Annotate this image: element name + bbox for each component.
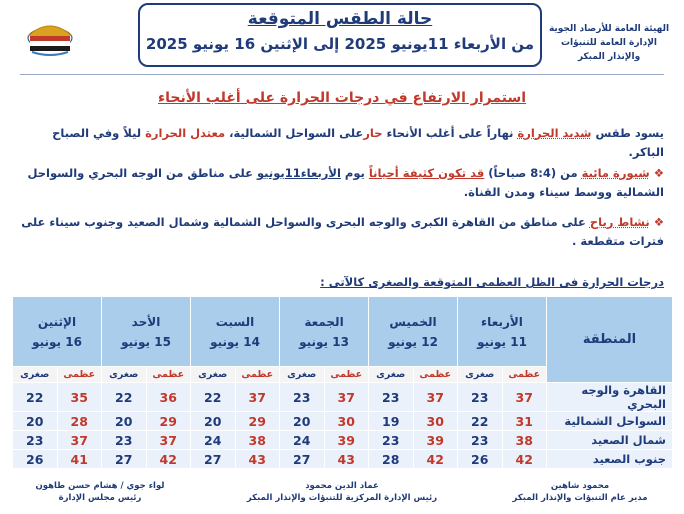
authority-department: الإدارة العامة للتنبؤات والإنذار المبكر xyxy=(560,38,658,62)
text-segment: من (8:4 صباحاً) xyxy=(484,166,582,180)
table-caption: درجات الحرارة فى الظل العظمى المتوقعة والصغرى كالآتى : xyxy=(320,275,664,289)
min-temp-value: 24 xyxy=(191,431,236,450)
region-name: جنوب الصعيد xyxy=(547,450,673,469)
min-temp-value: 22 xyxy=(102,383,147,412)
min-temp-value: 20 xyxy=(13,412,58,431)
max-temp-value: 43 xyxy=(235,450,280,469)
highlight-day: الأربعاء11يونيو xyxy=(256,166,341,180)
day-name: السبت xyxy=(215,314,255,329)
max-temp-value: 36 xyxy=(146,383,191,412)
text-segment: على مناطق من الوجه البحري والسواحل الشمالية ووسط سيناء ومدن القناة. xyxy=(27,166,664,199)
min-label: صغرى xyxy=(280,367,325,383)
wind-paragraph xyxy=(14,213,664,251)
day-name: الأحد xyxy=(131,314,161,329)
ema-logo-icon xyxy=(18,6,82,70)
min-temp-value: 27 xyxy=(280,450,325,469)
min-temp-value: 22 xyxy=(191,383,236,412)
title-box xyxy=(138,3,542,67)
text-segment: على السواحل الشمالية، xyxy=(225,126,364,140)
highlight-fog: شبورة مائية xyxy=(581,166,650,180)
min-label: صغرى xyxy=(458,367,503,383)
day-header xyxy=(102,297,191,367)
text-segment: نهاراً على أغلب الأنحاء xyxy=(382,126,518,140)
text-segment: يوم xyxy=(340,166,369,180)
max-temp-value: 43 xyxy=(324,450,369,469)
region-name: السواحل الشمالية xyxy=(547,412,673,431)
highlight-very-hot: شديد الحرارة xyxy=(517,126,592,140)
text-segment: يسود طقس xyxy=(591,126,664,140)
day-date: 14 يونيو xyxy=(210,334,260,349)
header-divider xyxy=(20,74,664,75)
day-date: 16 يونيو xyxy=(32,334,82,349)
signature-name: لواء جوي / هشام حسن طاهون xyxy=(35,481,165,491)
max-label: عظمى xyxy=(235,367,280,383)
weather-summary-paragraph xyxy=(14,124,664,162)
min-temp-value: 27 xyxy=(191,450,236,469)
max-temp-value: 38 xyxy=(235,431,280,450)
day-header xyxy=(458,297,547,367)
min-temp-value: 27 xyxy=(102,450,147,469)
forecast-date-range: من الأربعاء 11يونيو 2025 إلى الإثنين 16 يونيو 2025 xyxy=(145,35,535,53)
authority-name: الهيئة العامة للأرصاد الجوية xyxy=(548,24,670,34)
max-temp-value: 41 xyxy=(57,450,102,469)
bullet-icon: ❖ xyxy=(653,166,664,180)
min-temp-value: 23 xyxy=(280,383,325,412)
min-temp-value: 22 xyxy=(458,412,503,431)
day-date: 13 يونيو xyxy=(299,334,349,349)
region-name: شمال الصعيد xyxy=(547,431,673,450)
region-name: القاهرة والوجه البحري xyxy=(547,383,673,412)
text-segment: على مناطق من القاهرة الكبرى والوجه البحرى والسواحل الشمالية وشمال الصعيد وجنوب سيناء على فترات متقطعة . xyxy=(21,215,664,248)
max-temp-value: 28 xyxy=(57,412,102,431)
page-title: حالة الطقس المتوقعة xyxy=(247,9,433,29)
temperature-table xyxy=(12,296,673,469)
min-label: صغرى xyxy=(369,367,414,383)
min-label: صغرى xyxy=(13,367,58,383)
day-header xyxy=(13,297,102,367)
signature-title: مدير عام التنبؤات والإنذار المبكر xyxy=(512,493,648,503)
day-name: الخميس xyxy=(389,314,437,329)
max-temp-value: 30 xyxy=(324,412,369,431)
min-label: صغرى xyxy=(102,367,147,383)
signature-forecast-director xyxy=(480,480,680,504)
min-temp-value: 23 xyxy=(369,431,414,450)
max-temp-value: 37 xyxy=(235,383,280,412)
day-date: 12 يونيو xyxy=(388,334,438,349)
highlight-hot: حار xyxy=(363,126,383,140)
max-temp-value: 39 xyxy=(413,431,458,450)
max-label: عظمى xyxy=(146,367,191,383)
day-header xyxy=(369,297,458,367)
max-temp-value: 42 xyxy=(502,450,547,469)
table-row xyxy=(13,431,673,450)
authority-block xyxy=(544,22,674,64)
max-label: عظمى xyxy=(502,367,547,383)
signature-title: رئيس الإدارة المركزية للتنبؤات والإنذار المبكر xyxy=(246,493,438,503)
max-temp-value: 31 xyxy=(502,412,547,431)
min-temp-value: 23 xyxy=(369,383,414,412)
max-temp-value: 29 xyxy=(146,412,191,431)
day-date: 11 يونيو xyxy=(477,334,527,349)
max-temp-value: 35 xyxy=(57,383,102,412)
signature-central-head xyxy=(242,480,442,504)
max-temp-value: 37 xyxy=(324,383,369,412)
table-row xyxy=(13,450,673,469)
table-header-row xyxy=(13,297,673,367)
day-name: الجمعة xyxy=(304,314,344,329)
signature-name: عماد الدين محمود xyxy=(305,481,379,491)
max-label: عظمى xyxy=(413,367,458,383)
max-temp-value: 37 xyxy=(502,383,547,412)
max-temp-value: 39 xyxy=(324,431,369,450)
max-label: عظمى xyxy=(324,367,369,383)
max-temp-value: 37 xyxy=(413,383,458,412)
max-temp-value: 30 xyxy=(413,412,458,431)
min-temp-value: 19 xyxy=(369,412,414,431)
min-temp-value: 22 xyxy=(13,383,58,412)
min-temp-value: 23 xyxy=(102,431,147,450)
day-name: الأربعاء xyxy=(481,314,523,329)
min-temp-value: 28 xyxy=(369,450,414,469)
highlight-wind: نشاط رياح xyxy=(589,215,650,229)
signature-title: رئيس مجلس الإدارة xyxy=(58,493,142,503)
table-row xyxy=(13,412,673,431)
min-temp-value: 23 xyxy=(458,383,503,412)
highlight-moderate: معتدل الحرارة xyxy=(145,126,226,140)
signature-chairman xyxy=(0,480,200,504)
max-temp-value: 42 xyxy=(146,450,191,469)
max-temp-value: 42 xyxy=(413,450,458,469)
headline: استمرار الارتفاع في درجات الحرارة على أغلب الأنحاء xyxy=(157,90,527,106)
fog-paragraph xyxy=(14,164,664,202)
min-temp-value: 26 xyxy=(13,450,58,469)
max-temp-value: 38 xyxy=(502,431,547,450)
max-temp-value: 37 xyxy=(57,431,102,450)
day-name: الإثنين xyxy=(37,314,77,329)
table-row xyxy=(13,383,673,412)
min-temp-value: 24 xyxy=(280,431,325,450)
min-temp-value: 20 xyxy=(191,412,236,431)
min-temp-value: 20 xyxy=(102,412,147,431)
max-temp-value: 29 xyxy=(235,412,280,431)
signature-name: محمود شاهين xyxy=(550,481,610,491)
min-label: صغرى xyxy=(191,367,236,383)
page-header xyxy=(0,0,684,80)
max-temp-value: 37 xyxy=(146,431,191,450)
day-header xyxy=(280,297,369,367)
region-column-header: المنطقة xyxy=(547,297,673,383)
bullet-icon: ❖ xyxy=(653,215,664,229)
text-segment: ليلاً وفي الصباح الباكر. xyxy=(52,126,664,159)
highlight-dense: قد تكون كثيفة أحياناً xyxy=(368,166,485,180)
min-temp-value: 23 xyxy=(13,431,58,450)
day-header xyxy=(191,297,280,367)
day-date: 15 يونيو xyxy=(121,334,171,349)
min-temp-value: 26 xyxy=(458,450,503,469)
min-temp-value: 23 xyxy=(458,431,503,450)
min-temp-value: 20 xyxy=(280,412,325,431)
max-label: عظمى xyxy=(57,367,102,383)
